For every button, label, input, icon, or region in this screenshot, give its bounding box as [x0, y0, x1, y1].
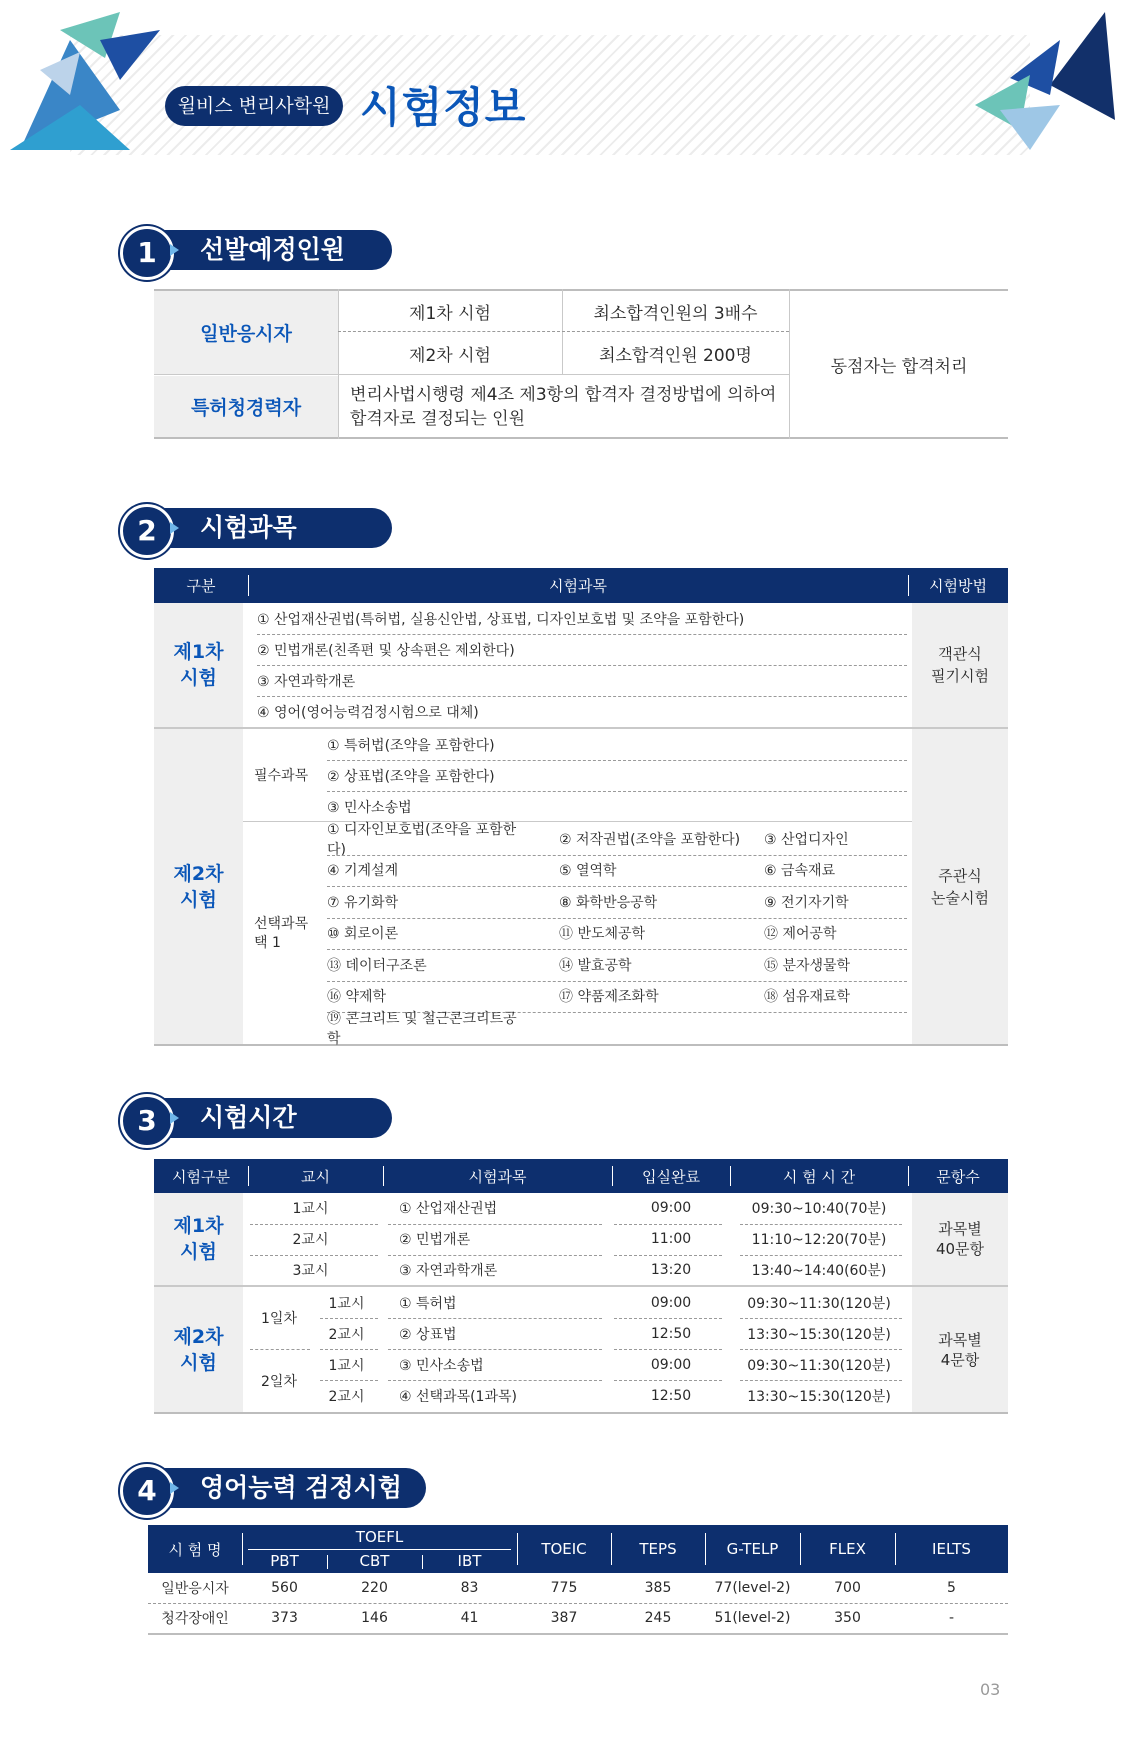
exam-time: 13:40~14:40(60분): [751, 1263, 887, 1279]
second-exam: 제2차 시험: [409, 345, 491, 366]
score: 387: [550, 1610, 578, 1626]
col-teps: TEPS: [639, 1540, 677, 1558]
score: 245: [644, 1610, 672, 1626]
page-number: 03: [980, 1680, 1001, 1699]
first-exam-label: 제1차 시험: [173, 1215, 224, 1263]
schedule-header: 문항수: [936, 1167, 980, 1186]
general-label: 일반응시자: [200, 323, 292, 345]
exam-time: 11:10~12:20(70분): [751, 1232, 887, 1248]
subject-item: ④ 영어(영어능력검정시험으로 대체): [257, 704, 479, 721]
first-quota: 최소합격인원의 3배수: [593, 303, 758, 324]
section-title: 시험과목: [200, 513, 297, 542]
elective-subject: ⑯ 약제학: [327, 989, 387, 1005]
score: 350: [834, 1610, 861, 1626]
elective-subject: ④ 기계설계: [327, 863, 399, 879]
entry-time: 13:20: [650, 1262, 692, 1278]
first-exam-label: 제1차 시험: [173, 641, 224, 689]
elective-subject: ⑬ 데이터구조론: [327, 957, 427, 974]
period: 1교시: [328, 1295, 365, 1312]
exam-subject: ② 상표법: [399, 1326, 457, 1343]
academy-badge: 윌비스 변리사학원: [165, 86, 343, 126]
col-toefl-pbt: PBT: [270, 1552, 299, 1570]
period: 3교시: [292, 1263, 329, 1279]
section-heading-4: [120, 1468, 426, 1508]
section-title: 시험시간: [200, 1103, 297, 1132]
exam-time: 09:30~10:40(70분): [751, 1201, 887, 1217]
day-1: 1일차: [261, 1311, 297, 1327]
elective-subject: ⑫ 제어공학: [764, 926, 837, 942]
col-toeic: TOEIC: [541, 1540, 587, 1558]
elective-label: 선택과목 택 1: [254, 915, 309, 951]
exam-subject: ② 민법개론: [399, 1232, 471, 1248]
header-divider: [611, 1533, 612, 1565]
score: 146: [361, 1610, 388, 1626]
schedule-table: [154, 1159, 1008, 1414]
selection-table: [154, 289, 1008, 439]
header-divider: [248, 1166, 249, 1186]
score: 51(level-2): [714, 1610, 791, 1626]
elective-subject: ⑧ 화학반응공학: [559, 894, 658, 911]
subject-item: ③ 자연과학개론: [257, 673, 356, 690]
elective-subject: ⑤ 열역학: [559, 863, 617, 879]
subject-item: ① 산업재산권법(특허법, 실용신안법, 상표법, 디자인보호법 및 조약을 포함한다): [257, 611, 745, 628]
elective-subject: ⑥ 금속재료: [764, 863, 836, 879]
header-divider: [895, 1533, 896, 1565]
header-decoration-right: [0, 0, 1122, 170]
elective-subject: ⑲ 콘크리트 및 철근콘크리트공학: [327, 1010, 517, 1047]
section-heading-2: [120, 508, 392, 548]
first-exam: 제1차 시험: [409, 303, 491, 324]
exam-time: 09:30~11:30(120분): [747, 1295, 891, 1312]
exam-subject: ④ 선택과목(1과목): [399, 1389, 517, 1406]
header-divider: [730, 1166, 731, 1186]
tie-rule: 동점자는 합격처리: [830, 356, 968, 377]
period: 1교시: [292, 1201, 329, 1217]
elective-subject: ① 디자인보호법(조약을 포함한다): [327, 821, 517, 858]
score: 5: [947, 1580, 956, 1596]
schedule-header: 교시: [301, 1167, 330, 1186]
col-subjects: 시험과목: [549, 577, 607, 595]
section-title: 영어능력 검정시험: [200, 1473, 402, 1502]
page-title: 시험정보: [360, 83, 527, 132]
col-toefl-ibt: IBT: [457, 1552, 482, 1570]
required-subject: ③ 민사소송법: [327, 799, 412, 816]
section-number: 4: [120, 1464, 174, 1518]
elective-subject: ⑪ 반도체공학: [559, 926, 646, 942]
row-label: 청각장애인: [161, 1611, 229, 1627]
second-exam-label: 제2차 시험: [173, 1325, 224, 1374]
exam-subject: ① 특허법: [399, 1295, 457, 1312]
header-divider: [612, 1166, 613, 1186]
col-flex: FLEX: [829, 1540, 866, 1558]
first-count: 과목별 40문항: [935, 1220, 985, 1258]
second-quota: 최소합격인원 200명: [599, 345, 752, 366]
exam-subject: ① 산업재산권법: [399, 1201, 498, 1217]
section-number: 1: [120, 226, 174, 280]
header-divider: [517, 1533, 518, 1565]
period: 1교시: [328, 1357, 365, 1374]
period: 2교시: [328, 1389, 365, 1406]
first-method: 객관식 필기시험: [931, 645, 989, 685]
elective-subject: ⑨ 전기자기학: [764, 894, 849, 911]
score: 83: [460, 1580, 479, 1596]
entry-time: 11:00: [650, 1231, 692, 1247]
exam-time: 13:30~15:30(120분): [747, 1389, 891, 1406]
entry-time: 12:50: [650, 1325, 692, 1342]
second-exam-label: 제2차 시험: [173, 862, 224, 911]
elective-subject: ③ 산업디자인: [764, 831, 849, 848]
col-g-telp: G-TELP: [726, 1540, 779, 1558]
score: 385: [644, 1580, 672, 1596]
exam-time: 13:30~15:30(120분): [747, 1326, 891, 1343]
header-divider: [705, 1533, 706, 1565]
patent-description: 변리사법시행령 제4조 제3항의 합격자 결정방법에 의하여 합격자로 결정되는 인원: [350, 385, 777, 429]
section-heading-1: [120, 230, 392, 270]
subject-item: ② 민법개론(친족편 및 상속편은 제외한다): [257, 642, 515, 659]
exam-subject: ③ 민사소송법: [399, 1357, 484, 1374]
schedule-header: 시 험 시 간: [782, 1167, 856, 1186]
elective-subject: ② 저작권법(조약을 포함한다): [559, 831, 741, 848]
entry-time: 09:00: [650, 1294, 692, 1311]
score: 560: [271, 1580, 298, 1596]
header-divider: [383, 1166, 384, 1186]
score: -: [948, 1610, 955, 1626]
required-subject: ② 상표법(조약을 포함한다): [327, 768, 495, 785]
entry-time: 09:00: [650, 1200, 692, 1216]
schedule-header: 시험과목: [468, 1167, 527, 1186]
header-divider: [800, 1533, 801, 1565]
patent-label: 특허청경력자: [190, 397, 302, 419]
elective-subject: ⑭ 발효공학: [559, 957, 632, 974]
elective-subject: ⑦ 유기화학: [327, 894, 399, 911]
schedule-header: 입실완료: [642, 1167, 700, 1186]
elective-subject: ⑩ 회로이론: [327, 926, 399, 942]
col-method: 시험방법: [929, 577, 987, 595]
second-count: 과목별 4문항: [938, 1330, 982, 1369]
header-divider: [422, 1555, 423, 1569]
score: 220: [361, 1580, 388, 1596]
col-toefl-cbt: CBT: [359, 1552, 390, 1570]
row-label: 일반응시자: [161, 1581, 229, 1597]
col-toefl: TOEFL: [355, 1528, 404, 1546]
schedule-header: 시험구분: [172, 1167, 230, 1186]
second-method: 주관식 논술시험: [931, 866, 989, 907]
elective-subject: ⑰ 약품제조화학: [559, 989, 659, 1005]
section-number: 3: [120, 1094, 174, 1148]
score: 77(level-2): [714, 1580, 791, 1596]
col-category: 구분: [186, 577, 216, 595]
english-test-table: [148, 1525, 1008, 1635]
section-heading-3: [120, 1098, 392, 1138]
header-divider: [908, 1166, 909, 1186]
day-2: 2일차: [261, 1373, 297, 1390]
col-test-name: 시 험 명: [168, 1540, 222, 1559]
score: 700: [834, 1580, 861, 1596]
header-divider: [327, 1555, 328, 1569]
col-ielts: IELTS: [932, 1540, 971, 1558]
header-divider: [242, 1533, 243, 1565]
score: 41: [460, 1610, 479, 1626]
exam-subject: ③ 자연과학개론: [399, 1263, 498, 1279]
elective-subject: ⑮ 분자생물학: [764, 957, 851, 974]
score: 373: [271, 1610, 298, 1626]
entry-time: 09:00: [650, 1356, 692, 1373]
period: 2교시: [328, 1326, 365, 1343]
section-number: 2: [120, 504, 174, 558]
row-divider: [250, 1349, 310, 1350]
subjects-table: [154, 568, 1008, 1046]
exam-time: 09:30~11:30(120분): [747, 1357, 891, 1374]
required-subject: ① 특허법(조약을 포함한다): [327, 737, 495, 754]
section-title: 선발예정인원: [200, 235, 345, 264]
period: 2교시: [292, 1232, 329, 1248]
elective-subject: ⑱ 섬유재료학: [764, 989, 851, 1005]
entry-time: 12:50: [650, 1388, 692, 1405]
score: 775: [550, 1580, 578, 1596]
required-label: 필수과목: [254, 768, 309, 784]
